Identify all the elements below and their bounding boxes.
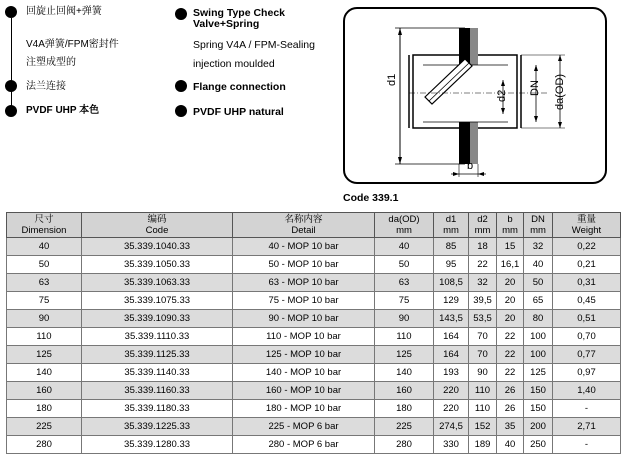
table-cell: 40 xyxy=(497,436,524,454)
column-header xyxy=(7,213,82,238)
column-header-cn: d2 xyxy=(477,214,488,225)
dim-label-d1: d1 xyxy=(386,73,398,86)
table-cell: 330 xyxy=(434,436,469,454)
feature-en-flange: Flange connection xyxy=(193,81,286,93)
column-header xyxy=(233,213,375,238)
table-cell: 189 xyxy=(469,436,497,454)
column-header-en: Code xyxy=(145,225,169,236)
table-cell: 22 xyxy=(497,364,524,382)
column-header-en: mm xyxy=(474,225,491,236)
table-cell: 50 xyxy=(375,256,434,274)
column-header xyxy=(375,213,434,238)
dim-label-dn: DN xyxy=(529,80,541,96)
bullet-dot-6 xyxy=(175,105,187,117)
column-header-cn: 编码 xyxy=(147,214,167,225)
column-header xyxy=(469,213,497,238)
table-cell: 50 xyxy=(7,256,82,274)
table-cell: 225 xyxy=(375,418,434,436)
table-cell: 160 - MOP 10 bar xyxy=(233,382,375,400)
table-cell: 250 xyxy=(524,436,553,454)
table-cell: 180 - MOP 10 bar xyxy=(233,400,375,418)
table-cell: 220 xyxy=(434,400,469,418)
dim-label-b: b xyxy=(467,160,474,172)
table-cell: 35.339.1040.33 xyxy=(82,238,233,256)
column-header-en: mm xyxy=(396,225,412,236)
table-cell: 143,5 xyxy=(434,310,469,328)
table-header-row xyxy=(7,213,621,238)
table-cell: 80 xyxy=(524,310,553,328)
table-cell: 225 - MOP 6 bar xyxy=(233,418,375,436)
table-cell: 90 - MOP 10 bar xyxy=(233,310,375,328)
table-cell: 63 xyxy=(375,274,434,292)
table-cell: 274,5 xyxy=(434,418,469,436)
column-header-cn: da(OD) xyxy=(388,214,420,225)
table-cell: 20 xyxy=(497,310,524,328)
table-cell: 100 xyxy=(524,328,553,346)
table-cell: 35 xyxy=(497,418,524,436)
table-cell: 110 xyxy=(469,400,497,418)
table-cell: 164 xyxy=(434,346,469,364)
table-cell: 0,45 xyxy=(553,292,621,310)
table-cell: 75 - MOP 10 bar xyxy=(233,292,375,310)
table-row xyxy=(7,418,621,436)
table-cell: 180 xyxy=(375,400,434,418)
table-row xyxy=(7,436,621,454)
table-cell: 20 xyxy=(497,292,524,310)
table-cell: 35.339.1050.33 xyxy=(82,256,233,274)
table-cell: 32 xyxy=(469,274,497,292)
column-header-en: Weight xyxy=(571,225,602,236)
column-header-cn: 重量 xyxy=(576,214,596,225)
dim-label-da: da(OD) xyxy=(554,73,566,110)
table-cell: 90 xyxy=(7,310,82,328)
table-cell: 65 xyxy=(524,292,553,310)
table-cell: 140 xyxy=(375,364,434,382)
table-cell: 35.339.1090.33 xyxy=(82,310,233,328)
table-cell: 280 - MOP 6 bar xyxy=(233,436,375,454)
table-cell: - xyxy=(553,400,621,418)
table-cell: 22 xyxy=(497,328,524,346)
column-header-en: Detail xyxy=(291,225,316,236)
column-header-en: mm xyxy=(530,225,546,236)
table-row xyxy=(7,292,621,310)
column-header-cn: b xyxy=(507,214,513,225)
table-cell: 108,5 xyxy=(434,274,469,292)
feature-cn-material: PVDF UHP 本色 xyxy=(26,105,100,116)
table-row xyxy=(7,364,621,382)
feature-en-injection: injection moulded xyxy=(193,58,275,70)
feature-en-spring-seal: Spring V4A / FPM-Sealing xyxy=(193,39,315,51)
table-cell: 18 xyxy=(469,238,497,256)
table-cell: 26 xyxy=(497,382,524,400)
table-cell: 35.339.1140.33 xyxy=(82,364,233,382)
feature-en-material: PVDF UHP natural xyxy=(193,106,284,118)
feature-cn-flange: 法兰连接 xyxy=(26,81,66,92)
table-cell: 160 xyxy=(375,382,434,400)
column-header-cn: DN xyxy=(531,214,545,225)
valve-technical-drawing xyxy=(343,7,607,184)
table-cell: 0,77 xyxy=(553,346,621,364)
feature-cn-swing-check: 回旋止回阀+弹簧 xyxy=(26,6,102,17)
table-cell: 1,40 xyxy=(553,382,621,400)
table-row xyxy=(7,274,621,292)
table-cell: 85 xyxy=(434,238,469,256)
table-cell: 0,51 xyxy=(553,310,621,328)
table-cell: 75 xyxy=(7,292,82,310)
table-cell: 125 xyxy=(375,346,434,364)
bullet-dot-5 xyxy=(175,80,187,92)
table-cell: 63 xyxy=(7,274,82,292)
table-cell: 0,97 xyxy=(553,364,621,382)
table-body xyxy=(7,238,621,454)
table-cell: 22 xyxy=(497,346,524,364)
feature-en-swing-check: Swing Type Check xyxy=(193,7,285,19)
table-cell: 35.339.1110.33 xyxy=(82,328,233,346)
table-cell: 129 xyxy=(434,292,469,310)
table-cell: 0,70 xyxy=(553,328,621,346)
column-header xyxy=(497,213,524,238)
table-cell: 280 xyxy=(375,436,434,454)
table-cell: 50 xyxy=(524,274,553,292)
table-cell: 70 xyxy=(469,346,497,364)
table-cell: 0,31 xyxy=(553,274,621,292)
bullet-dot-3 xyxy=(5,105,17,117)
table-cell: 160 xyxy=(7,382,82,400)
table-cell: 35.339.1125.33 xyxy=(82,346,233,364)
table-cell: 225 xyxy=(7,418,82,436)
table-cell: 0,22 xyxy=(553,238,621,256)
column-header-en: mm xyxy=(443,225,459,236)
table-cell: 193 xyxy=(434,364,469,382)
table-cell: 200 xyxy=(524,418,553,436)
table-cell: 53,5 xyxy=(469,310,497,328)
table-cell: 35.339.1225.33 xyxy=(82,418,233,436)
table-cell: 110 - MOP 10 bar xyxy=(233,328,375,346)
table-cell: 16,1 xyxy=(497,256,524,274)
table-cell: 26 xyxy=(497,400,524,418)
table-cell: 63 - MOP 10 bar xyxy=(233,274,375,292)
spec-table xyxy=(6,212,621,454)
table-cell: 140 - MOP 10 bar xyxy=(233,364,375,382)
table-cell: 95 xyxy=(434,256,469,274)
table-cell: 39,5 xyxy=(469,292,497,310)
table-cell: 280 xyxy=(7,436,82,454)
table-row xyxy=(7,238,621,256)
column-header-cn: 尺寸 xyxy=(34,214,54,225)
dim-label-d2: d2 xyxy=(496,89,508,102)
table-cell: 32 xyxy=(524,238,553,256)
table-row xyxy=(7,256,621,274)
table-cell: 150 xyxy=(524,400,553,418)
table-row xyxy=(7,310,621,328)
feature-cn-spring-seal: V4A弹簧/FPM密封件 xyxy=(26,39,119,50)
column-header-en: Dimension xyxy=(21,225,67,236)
table-cell: 50 - MOP 10 bar xyxy=(233,256,375,274)
table-row xyxy=(7,328,621,346)
column-header xyxy=(553,213,621,238)
column-header xyxy=(524,213,553,238)
column-header-cn: d1 xyxy=(445,214,457,225)
column-header xyxy=(82,213,233,238)
drawing-caption: Code 339.1 xyxy=(343,192,399,204)
table-cell: 40 - MOP 10 bar xyxy=(233,238,375,256)
table-cell: 110 xyxy=(375,328,434,346)
table-cell: 2,71 xyxy=(553,418,621,436)
table-cell: 20 xyxy=(497,274,524,292)
table-cell: 75 xyxy=(375,292,434,310)
table-row xyxy=(7,400,621,418)
table-cell: 100 xyxy=(524,346,553,364)
table-cell: 15 xyxy=(497,238,524,256)
table-cell: 70 xyxy=(469,328,497,346)
table-cell: 125 xyxy=(7,346,82,364)
table-cell: 0,21 xyxy=(553,256,621,274)
bullet-dot-4 xyxy=(175,8,187,20)
table-cell: - xyxy=(553,436,621,454)
table-row xyxy=(7,346,621,364)
feature-en-valve-spring: Valve+Spring xyxy=(193,18,260,30)
table-cell: 40 xyxy=(7,238,82,256)
table-cell: 35.339.1160.33 xyxy=(82,382,233,400)
bullet-dot-2 xyxy=(5,80,17,92)
table-cell: 110 xyxy=(7,328,82,346)
column-header-cn: 名称内容 xyxy=(284,214,323,225)
table-cell: 152 xyxy=(469,418,497,436)
column-header xyxy=(434,213,469,238)
feature-cn-injection: 注塑成型的 xyxy=(26,57,76,68)
table-cell: 220 xyxy=(434,382,469,400)
table-cell: 90 xyxy=(469,364,497,382)
bullet-dot-1 xyxy=(5,6,17,18)
table-row xyxy=(7,382,621,400)
table-cell: 35.339.1180.33 xyxy=(82,400,233,418)
table-cell: 180 xyxy=(7,400,82,418)
table-cell: 35.339.1075.33 xyxy=(82,292,233,310)
table-cell: 35.339.1280.33 xyxy=(82,436,233,454)
table-cell: 150 xyxy=(524,382,553,400)
table-cell: 40 xyxy=(524,256,553,274)
table-cell: 164 xyxy=(434,328,469,346)
table-cell: 125 xyxy=(524,364,553,382)
table-cell: 40 xyxy=(375,238,434,256)
column-header-en: mm xyxy=(502,225,518,236)
table-cell: 140 xyxy=(7,364,82,382)
table-cell: 35.339.1063.33 xyxy=(82,274,233,292)
bullet-connector-line xyxy=(11,18,12,112)
table-cell: 90 xyxy=(375,310,434,328)
table-cell: 125 - MOP 10 bar xyxy=(233,346,375,364)
table-cell: 110 xyxy=(469,382,497,400)
table-cell: 22 xyxy=(469,256,497,274)
